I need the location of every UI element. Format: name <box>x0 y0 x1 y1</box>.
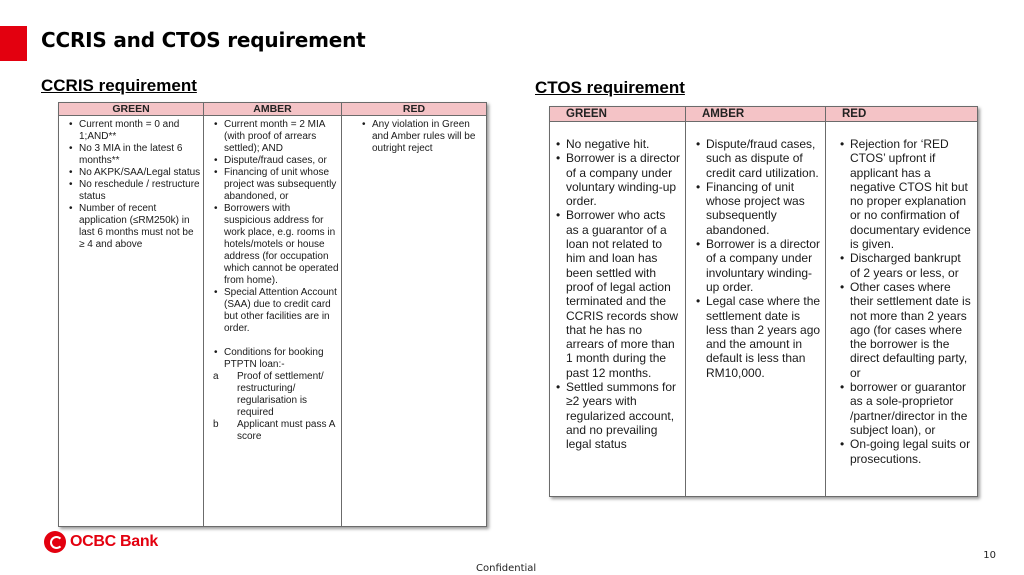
sub-item-text: Applicant must pass A score <box>237 419 335 442</box>
ocbc-logo-icon <box>44 531 66 553</box>
ctos-header-green: GREEN <box>550 107 686 122</box>
ccris-red-list <box>372 119 484 155</box>
ccris-amber-list <box>224 119 339 371</box>
ccris-green-cell <box>59 116 204 527</box>
ctos-red-cell <box>826 122 978 497</box>
list-item: • Rejection for ‘RED CTOS’ upfront if applicant has a negative CTOS hit but no proper explanation or no confirmation of documentary evidence is given. <box>850 137 973 251</box>
ocbc-logo <box>44 531 158 553</box>
list-item: • Dispute/fraud cases, such as dispute of credit card utilization. <box>706 137 821 180</box>
list-item: • No AKPK/SAA/Legal status <box>79 167 201 179</box>
list-item: • No negative hit. <box>566 137 681 151</box>
list-item: • Legal case where the settlement date is less than 2 years ago and the amount in default is less than RM10,000. <box>706 294 821 380</box>
list-item: • Conditions for booking PTPTN loan:- <box>224 347 339 371</box>
ptptn-sub-item-a <box>213 371 339 419</box>
list-item: • Dispute/fraud cases, or <box>224 155 339 167</box>
list-item: • Borrower who acts as a guarantor of a loan not related to him and loan has been settled with proof of legal action terminated and the CCRIS records show that he has no arrears of more than 1 month during the past 12 months. <box>566 208 681 380</box>
list-item: • Number of recent application (≤RM250k) in last 6 months must not be ≥ 4 and above <box>79 203 201 251</box>
list-item: • Borrowers with suspicious address for work place, e.g. rooms in hotels/motels or house address (for occupation which cannot be operated from home). <box>224 203 339 287</box>
sub-item-text: Proof of settlement/ restructuring/ regularisation is required <box>237 371 324 418</box>
ccris-amber-cell <box>204 116 342 527</box>
ctos-header-amber: AMBER <box>686 107 826 122</box>
list-item: • Discharged bankrupt of 2 years or less, or <box>850 251 973 280</box>
list-item: • Borrower is a director of a company under involuntary winding-up order. <box>706 237 821 294</box>
ctos-amber-cell <box>686 122 826 497</box>
sub-item-marker: a <box>213 371 219 382</box>
logo-text: OCBC Bank <box>70 533 158 550</box>
list-item: • Any violation in Green and Amber rules will be outright reject <box>372 119 484 155</box>
list-item: • Other cases where their settlement date is not more than 2 years ago (for cases where the borrower is the direct defaulting party, or <box>850 280 973 380</box>
ctos-red-list <box>850 137 973 466</box>
list-item: • On-going legal suits or prosecutions. <box>850 437 973 466</box>
list-item: • Current month = 2 MIA (with proof of arrears settled); AND <box>224 119 339 155</box>
ccris-header-amber: AMBER <box>204 103 342 116</box>
list-item: • Financing of unit whose project was subsequently abandoned, or <box>224 167 339 203</box>
page-number: 10 <box>983 550 996 561</box>
accent-bar <box>0 26 27 61</box>
slide-title: CCRIS and CTOS requirement <box>41 28 366 52</box>
list-item: • Borrower is a director of a company under voluntary winding-up order. <box>566 151 681 208</box>
ccris-red-cell <box>342 116 487 527</box>
list-item: • Current month = 0 and 1;AND** <box>79 119 201 143</box>
list-item: • Financing of unit whose project was subsequently abandoned. <box>706 180 821 237</box>
confidential-label: Confidential <box>476 563 537 574</box>
ctos-amber-list <box>706 137 821 380</box>
ccris-header-red: RED <box>342 103 487 116</box>
sub-item-marker: b <box>213 419 219 430</box>
ctos-heading: CTOS requirement <box>535 78 685 97</box>
ptptn-sub-item-b <box>213 419 339 443</box>
ccris-green-list <box>79 119 201 251</box>
ctos-header-red: RED <box>826 107 978 122</box>
list-item: • Special Attention Account (SAA) due to credit card but other facilities are in order. <box>224 287 339 335</box>
ctos-green-list <box>566 137 681 452</box>
list-item: • No reschedule / restructure status <box>79 179 201 203</box>
ccris-heading: CCRIS requirement <box>41 76 197 95</box>
ctos-green-cell <box>550 122 686 497</box>
list-item: • No 3 MIA in the latest 6 months** <box>79 143 201 167</box>
ccris-requirement-table <box>58 102 487 527</box>
list-item: • borrower or guarantor as a sole-proprietor /partner/director in the subject loan), or <box>850 380 973 437</box>
ccris-header-green: GREEN <box>59 103 204 116</box>
list-item: • Settled summons for ≥2 years with regularized account, and no prevailing legal status <box>566 380 681 451</box>
ctos-requirement-table <box>549 106 978 497</box>
